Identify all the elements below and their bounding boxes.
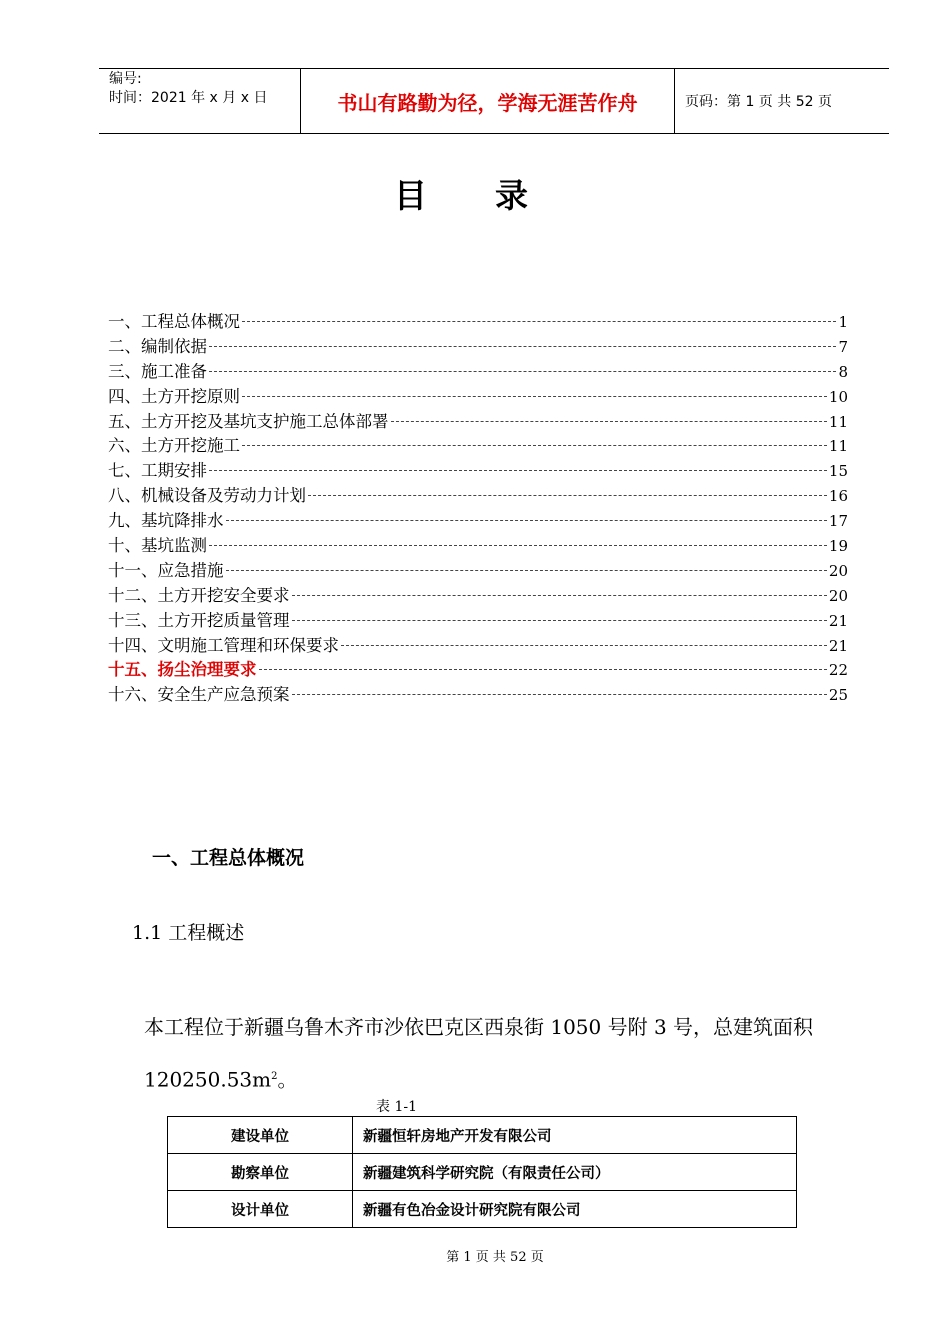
header-page-info: 页码：第 1 页 共 52 页 (685, 94, 832, 110)
toc-item-page: 1 (838, 313, 848, 331)
toc-item[interactable] (108, 582, 848, 607)
page-footer: 第 1 页 共 52 页 (446, 1250, 544, 1265)
toc-leader (209, 470, 827, 471)
toc-leader (242, 445, 827, 446)
toc-leader (209, 346, 836, 347)
toc-item-page: 19 (828, 537, 848, 556)
toc-item-page: 25 (828, 686, 848, 705)
toc-item-page: 20 (828, 561, 848, 580)
toc-item-label: 二、编制依据 (108, 336, 207, 356)
page-header (99, 68, 889, 134)
paragraph-text: 本工程位于新疆乌鲁木齐市沙依巴克区西泉街 1050 号附 3 号，总建筑面积 120250.53m (144, 1015, 814, 1092)
serial-label: 编号: (109, 71, 142, 87)
header-meta (99, 69, 301, 133)
toc-leader (242, 321, 836, 322)
toc-item[interactable] (108, 557, 848, 582)
table-key-cell: 设计单位 (168, 1191, 353, 1228)
header-motto: 书山有路勤为径，学海无涯苦作舟 (301, 69, 675, 133)
toc-item-label: 八、机械设备及劳动力计划 (108, 486, 306, 506)
toc-item-page: 20 (828, 586, 848, 605)
table-caption: 表 1-1 (376, 1099, 417, 1115)
toc-item-label: 七、工期安排 (108, 461, 207, 481)
area-superscript: 2 (271, 1071, 278, 1082)
toc-item[interactable] (108, 507, 848, 532)
toc-leader (391, 421, 827, 422)
toc-item[interactable] (108, 532, 848, 557)
time-label: 时间：2021 年 x 月 x 日 (109, 90, 268, 106)
toc-item-label: 一、工程总体概况 (108, 312, 240, 331)
toc-item-label: 十一、应急措施 (108, 560, 224, 580)
table-value-cell: 新疆有色冶金设计研究院有限公司 (353, 1191, 797, 1228)
toc-item-label: 十二、土方开挖安全要求 (108, 585, 290, 605)
toc-item-page: 16 (828, 487, 848, 506)
toc-item[interactable] (108, 358, 848, 383)
paragraph-end: 。 (277, 1067, 298, 1092)
toc-item[interactable] (108, 681, 848, 706)
toc-leader (308, 495, 827, 496)
table-value-cell: 新疆恒轩房地产开发有限公司 (353, 1117, 797, 1154)
toc-leader (292, 694, 827, 695)
toc-leader (341, 645, 827, 646)
toc-item[interactable] (108, 432, 848, 457)
toc-item-page: 8 (838, 362, 848, 381)
toc-item[interactable] (108, 482, 848, 507)
table-key-cell: 建设单位 (168, 1117, 353, 1154)
toc-item-page: 7 (838, 337, 848, 356)
toc-leader (292, 595, 827, 596)
table-of-contents (108, 308, 848, 706)
toc-leader (259, 669, 827, 670)
section-heading: 一、工程总体概况 (152, 847, 305, 869)
toc-leader (226, 520, 827, 521)
toc-item[interactable] (108, 308, 848, 333)
toc-item-page: 11 (828, 437, 848, 456)
toc-item[interactable] (108, 333, 848, 358)
table-key-cell: 勘察单位 (168, 1154, 353, 1191)
toc-leader (226, 570, 827, 571)
toc-item-label: 九、基坑降排水 (108, 511, 224, 531)
toc-item-page: 17 (828, 512, 848, 531)
toc-item-label: 五、土方开挖及基坑支护施工总体部署 (108, 411, 389, 431)
toc-item-page: 21 (828, 636, 848, 655)
toc-item-label: 六、土方开挖施工 (108, 436, 240, 456)
toc-leader (242, 396, 827, 397)
toc-item[interactable] (108, 632, 848, 657)
toc-item[interactable] (108, 457, 848, 482)
toc-leader (209, 545, 827, 546)
toc-item[interactable] (108, 383, 848, 408)
toc-item-label: 十四、文明施工管理和环保要求 (108, 635, 339, 655)
table-row (168, 1191, 797, 1228)
toc-item-page: 22 (828, 661, 848, 680)
toc-item[interactable] (108, 656, 848, 681)
toc-item-label: 十三、土方开挖质量管理 (108, 610, 290, 630)
toc-item-page: 11 (828, 412, 848, 431)
toc-item[interactable] (108, 607, 848, 632)
toc-leader (209, 371, 836, 372)
toc-title: 目录 (394, 176, 596, 215)
toc-leader (292, 620, 827, 621)
toc-item-label: 十六、安全生产应急预案 (108, 685, 290, 705)
toc-item-label: 十、基坑监测 (108, 536, 207, 556)
toc-item-page: 21 (828, 611, 848, 630)
overview-paragraph (144, 1002, 894, 1105)
table-row (168, 1154, 797, 1191)
toc-item-label: 十五、扬尘治理要求 (108, 660, 257, 680)
toc-item-label: 三、施工准备 (108, 361, 207, 381)
toc-item-page: 15 (828, 462, 848, 481)
project-info-table (167, 1116, 797, 1228)
toc-item-page: 10 (828, 387, 848, 406)
toc-item-label: 四、土方开挖原则 (108, 386, 240, 406)
sub-heading: 1.1 工程概述 (132, 922, 245, 944)
table-row (168, 1117, 797, 1154)
table-value-cell: 新疆建筑科学研究院（有限责任公司） (353, 1154, 797, 1191)
toc-item[interactable] (108, 408, 848, 433)
